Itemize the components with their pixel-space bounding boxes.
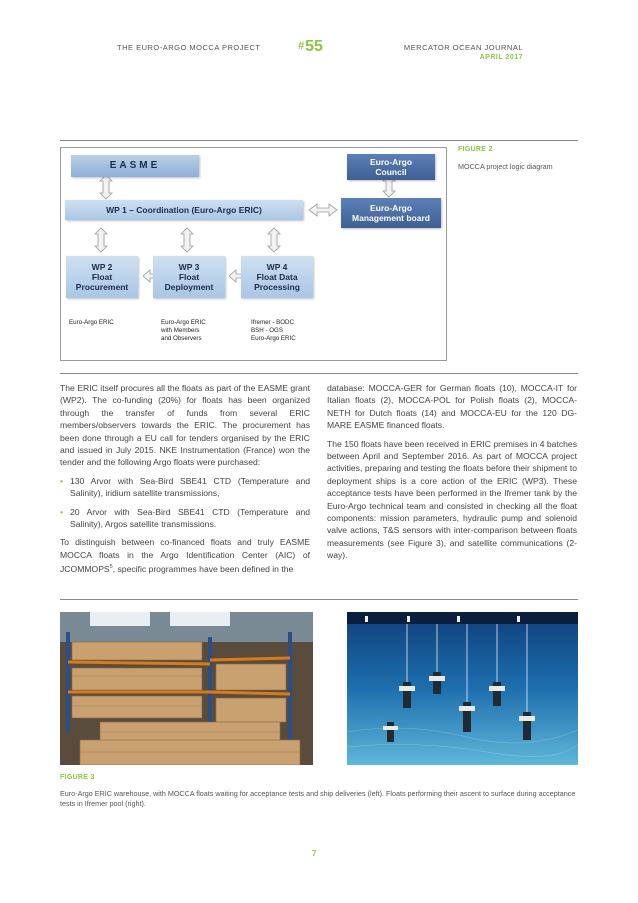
left-p2-end: , specific programmes have been defined in the	[112, 564, 294, 575]
wp1-box: WP 1 – Coordination (Euro-Argo ERIC)	[65, 200, 303, 220]
left-p2-text: To distinguish between co-financed floats and truly EASME MOCCA floats in the Argo Identification Center (AIC) of JCOMMOPS	[60, 537, 310, 575]
council-line-1: Euro-Argo	[369, 157, 413, 167]
council-line-2: Council	[375, 167, 407, 177]
wp4-partner-1: Ifremer - BODC	[251, 319, 294, 326]
wp4-partners	[251, 319, 296, 343]
wp2-line-2: Float	[91, 272, 113, 282]
bullet-icon: •	[60, 475, 64, 486]
wp3-line-2: Float	[178, 272, 200, 282]
arrow-wp1-wp4	[268, 228, 280, 252]
wp2-partner-1: Euro-Argo ERIC	[69, 319, 114, 326]
wp4-partner-3: Euro-Argo ERIC	[251, 335, 296, 342]
wp3-partner-3: and Observers	[161, 335, 202, 342]
wp2-line-3: Procurement	[75, 282, 129, 292]
float-list-item	[60, 506, 310, 531]
logic-diagram	[60, 147, 447, 361]
wp4-line-1: WP 4	[266, 262, 288, 272]
body-left-column	[60, 382, 310, 582]
wp3-line-1: WP 3	[178, 262, 200, 272]
wp4-partner-2: BSH - OGS	[251, 327, 283, 334]
warehouse-photo	[60, 612, 313, 765]
body-right-column	[327, 382, 577, 568]
figure2-caption: MOCCA project logic diagram	[458, 162, 553, 171]
left-paragraph-1: The ERIC itself procures all the floats as part of the EASME grant (WP2). The co-funding (20%) for floats has been organized through the transfer of funds from several ERIC members/observers towards the ERIC. The procurement has been done through a EU call for tenders organised by the ERIC and issued in July 2015. NKE Instrumentation (France) won the tender and the following Argo floats were purchased:	[60, 383, 310, 468]
arrow-easme-wp1	[100, 175, 112, 199]
wp3-partner-1: Euro-Argo ERIC	[161, 319, 206, 326]
wp3-partner-2: with Members	[161, 327, 200, 334]
wp4-line-3: Processing	[254, 282, 300, 292]
arrow-wp1-board	[309, 204, 337, 216]
arrow-wp1-wp2	[95, 228, 107, 252]
divider-bottom	[60, 599, 578, 600]
easme-box: EASME	[71, 155, 199, 177]
wp3-partners	[161, 319, 206, 343]
wp2-line-1: WP 2	[91, 262, 113, 272]
wp3-line-3: Deployment	[164, 282, 214, 292]
council-box	[347, 154, 435, 180]
left-paragraph-2	[60, 536, 310, 575]
wp4-box	[241, 256, 313, 298]
issue-hash: #	[298, 40, 305, 52]
pool-photo	[347, 612, 578, 765]
pool-illustration	[347, 612, 578, 765]
float-list	[60, 475, 310, 531]
right-paragraph-2: The 150 floats have been received in ERIC premises in 4 batches between April and September 2016. As part of MOCCA project activities, preparing and testing the floats before their shipment to deployment ships is a core action of the ERIC (WP3). These acceptance tests have been performed in the Ifremer tank by the Euro-Argo technical team and consisted in checking all the float components: mission parameters, hydraulic pump and solenoid valve actions, T&S sensors with inter-comparison between floats measurements (see Figure 3), and satellite communications (2-way).	[327, 438, 577, 561]
figure2-label: FIGURE 2	[458, 146, 493, 153]
header-journal	[399, 43, 523, 61]
right-paragraph-1: database: MOCCA-GER for German floats (10), MOCCA-IT for Italian floats (2), MOCCA-POL for Polish floats (2), MOCCA-NETH for Dutch floats (14) and MOCCA-EU for the 120 DG-MARE EASME financed floats.	[327, 383, 577, 431]
wp4-line-2: Float Data	[256, 272, 298, 282]
header-project-title: THE EURO-ARGO MOCCA PROJECT	[117, 43, 261, 52]
float-list-text: 20 Arvor with Sea-Bird SBE41 CTD (Temperature and Salinity), Argos satellite transmissions.	[70, 506, 310, 530]
bullet-icon: •	[60, 506, 64, 517]
board-line-1: Euro-Argo	[369, 203, 413, 213]
wp2-box	[66, 256, 138, 298]
warehouse-illustration	[60, 612, 313, 765]
board-line-2: Management board	[352, 213, 430, 223]
journal-name: MERCATOR OCEAN JOURNAL	[403, 43, 523, 52]
float-list-item	[60, 475, 310, 500]
footnote-ref: 5	[109, 564, 113, 571]
divider-mid	[60, 373, 578, 374]
issue-number	[298, 38, 323, 56]
wp3-box	[153, 256, 225, 298]
issue-value: 55	[305, 38, 323, 55]
figure3-label: FIGURE 3	[60, 774, 95, 781]
page-number: 7	[312, 849, 317, 858]
board-box	[341, 198, 441, 228]
arrow-wp1-wp3	[181, 228, 193, 252]
figure3-caption: Euro-Argo ERIC warehouse, with MOCCA floats waiting for acceptance tests and ship deliveries (left). Floats performing their ascent to surface during acceptance tests in Ifremer pool (right).	[60, 789, 576, 808]
divider-top	[60, 140, 578, 141]
issue-date: APRIL 2017	[479, 54, 523, 61]
float-list-text: 130 Arvor with Sea-Bird SBE41 CTD (Temperature and Salinity), iridium satellite transmissions,	[70, 475, 310, 499]
wp2-partners	[69, 319, 114, 327]
